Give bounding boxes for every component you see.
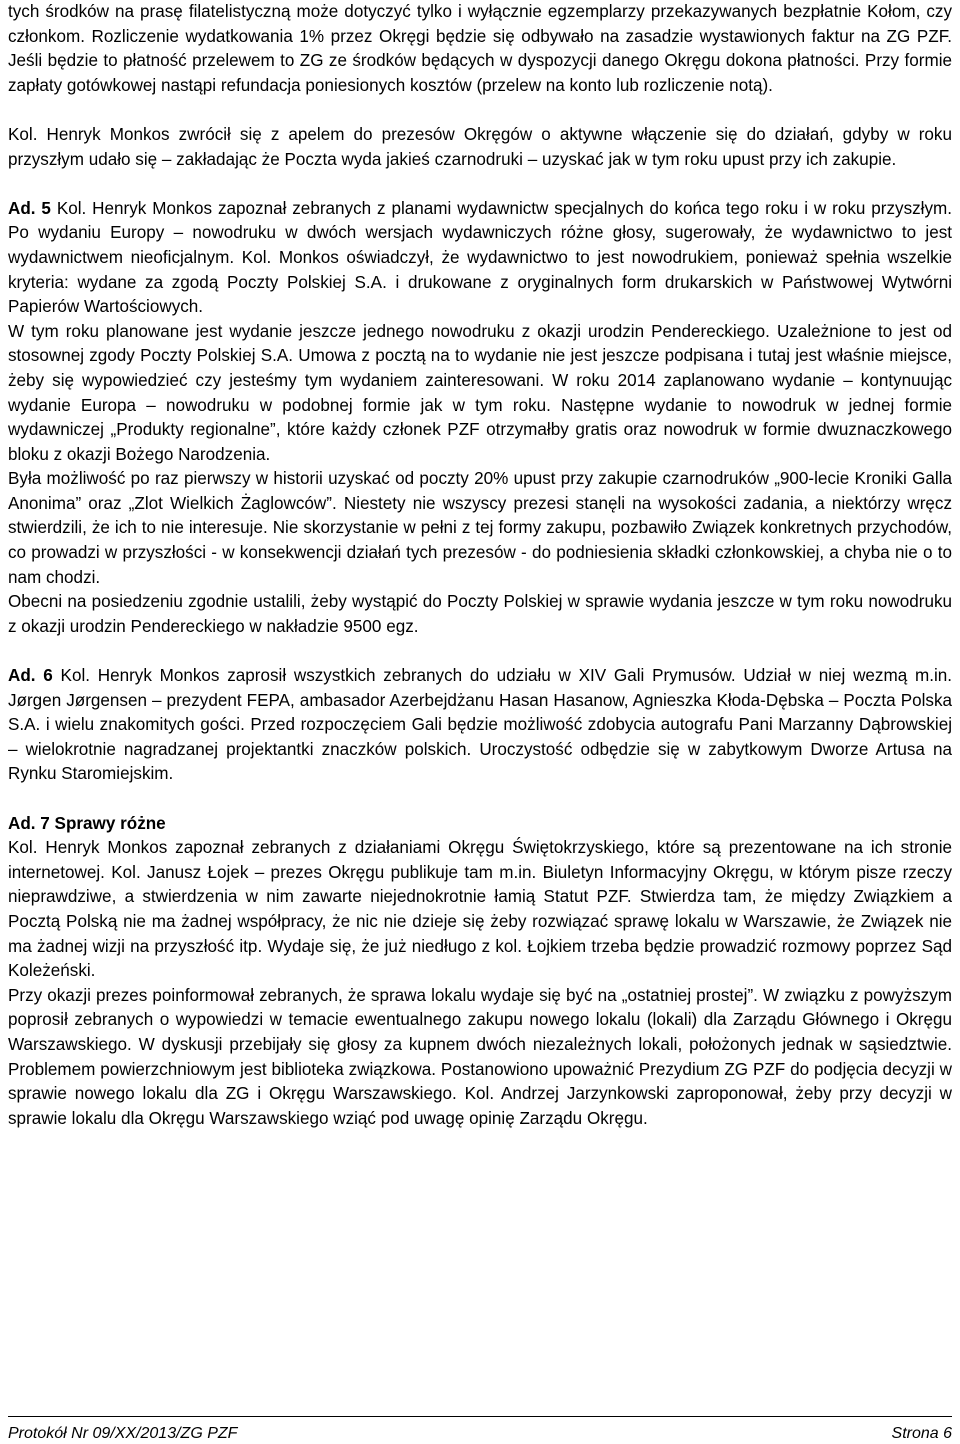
paragraph-premises: Przy okazji prezes poinformował zebranych, że sprawa lokalu wydaje się być na „ostatniej prostej”. W związku z powyższym poprosił zebranych o wypowiedzi w temacie ewentualnego zakupu nowego lokalu (lokali) dla Zarządu Głównego i Okręgu Warszawskiego. W dyskusji przebijały się głosy za kupnem dwóch niezależnych lokali, położonych jednak w sąsiedztwie. Problemem powierzchniowym jest biblioteka związkowa. Postanowiono upoważnić Prezydium ZG PZF do podjęcia decyzji w sprawie nowego lokalu dla ZG i Okręgu Warszawskiego. Kol. Andrzej Jarzynkowski zaproponował, żeby przy decyzji w sprawie lokalu dla Okręgu Warszawskiego wziąć pod uwagę opinię Zarządu Okręgu.: [8, 985, 952, 1128]
footer-page-number: Strona 6: [891, 1425, 952, 1442]
paragraph-swietokrzyski: Kol. Henryk Monkos zapoznał zebranych z działaniami Okręgu Świętokrzyskiego, które są prezentowane na ich stronie internetowej. Kol. Janusz Łojek – prezes Okręgu publikuje tam m.in. Biuletyn Informacyjny Okręgu, w którym pisze rzeczy nieprawdziwe, a stwierdzenia w nim zawarte niejednokrotnie łamią Statut PZF. Stwierdza tam, że między Związkiem a Pocztą Polską nie ma żadnej współpracy, że nic nie dzieje się żeby rozwiązać sprawę lokalu w Warszawie, że Związek nie ma żadnej wizji na przyszłość itp. Wydaje się, że już niedługo z kol. Łojkiem trzeba będzie prowadzić rozmowy poprzez Sąd Koleżeński.: [8, 838, 952, 981]
document-body: [8, 0, 952, 1131]
ad6-text: Kol. Henryk Monkos zaprosił wszystkich zebranych do udziału w XIV Gali Prymusów. Udział w niej wezmą m.in. Jørgen Jørgensen – prezydent FEPA, ambasador Azerbejdżanu Hasan Hasanow, Agnieszka Kłoda-Dębska – Poczta Polska S.A. i wielu znakomitych gości. Przed rozpoczęciem Gali będzie możliwość zdobycia autografu Pani Marzanny Dąbrowskiej – wielokrotnie nagradzanej projektantki znaczków polskich. Uroczystość odbędzie się w zabytkowym Dworze Artusa na Rynku Staromiejskim.: [8, 666, 953, 784]
ad7-heading: Ad. 7 Sprawy różne: [8, 813, 166, 833]
ad6-label: Ad. 6: [8, 666, 53, 686]
page-footer: [8, 1416, 952, 1443]
paragraph-penderecki-plans: W tym roku planowane jest wydanie jeszcze jednego nowodruku z okazji urodzin Pendereckiego. Uzależnione to jest od stosownej zgody Poczty Polskiej S.A. Umowa z pocztą na to wydanie nie jest jeszcze podpisana i tutaj jest właśnie miejsce, żeby się wypowiedzieć czy jesteśmy tym wydaniem zainteresowani. W roku 2014 zaplanowano wydanie – kontynuując wydanie Europa – nowodruku w podobnej formie jak w tym roku. Następne wydanie to nowodruk w jednej formie wydawniczej „Produkty regionalne”, które każdy członek PZF otrzymałby gratis oraz nowodruk w formie dwuznaczkowego bloku z okazji Bożego Narodzenia.: [8, 321, 952, 464]
paragraph-ad6: [8, 664, 952, 787]
footer-protocol-number: Protokół Nr 09/XX/2013/ZG PZF: [8, 1425, 238, 1442]
paragraph-discount: Była możliwość po raz pierwszy w historii uzyskać od poczty 20% upust przy zakupie czarnodruków „900-lecie Kroniki Galla Anonima” oraz „Zlot Wielkich Żaglowców”. Niestety nie wszyscy prezesi stanęli na wysokości zadania, a niektórzy wręcz stwierdzili, że ich to nie interesuje. Nie skorzystanie w pełni z tej formy zakupu, pozbawiło Związek konkretnych przychodów, co prowadzi w przyszłości - w konsekwencji działań tych prezesów - do podniesienia składki członkowskiej, a chyba nie o to nam chodzi.: [8, 469, 952, 587]
paragraph-decision: Obecni na posiedzeniu zgodnie ustalili, żeby wystąpić do Poczty Polskiej w sprawie wydania jeszcze w tym roku nowodruku z okazji urodzin Pendereckiego w nakładzie 9500 egz.: [8, 592, 952, 636]
paragraph-gap: [8, 639, 952, 664]
paragraph-appeal: Kol. Henryk Monkos zwrócił się z apelem do prezesów Okręgów o aktywne włączenie się do działań, gdyby w roku przyszłym udało się – zakładając że Poczta wyda jakieś czarnodruki – uzyskać jak w tym roku upust przy ich zakupie.: [8, 124, 952, 169]
paragraph-gap: [8, 172, 952, 197]
paragraph-ad5: [8, 197, 952, 320]
paragraph-press-funds: tych środków na prasę filatelistyczną może dotyczyć tylko i wyłącznie egzemplarzy przekazywanych bezpłatnie Kołom, czy członkom. Rozliczenie wydatkowania 1% przez Okręgi będzie się odbywało na zasadzie wystawionych faktur na ZG PZF. Jeśli będzie to płatność przelewem to ZG ze środków będących w dyspozycji danego Okręgu dokona płatności. Przy formie zapłaty gotówkowej nastąpi refundacja poniesionych kosztów (przelew na konto lub rozliczenie notą).: [8, 2, 952, 95]
paragraph-gap: [8, 98, 952, 123]
ad5-label: Ad. 5: [8, 198, 51, 218]
ad5-text: Kol. Henryk Monkos zapoznał zebranych z planami wydawnictw specjalnych do końca tego roku i w roku przyszłym. Po wydaniu Europy – nowodruku w dwóch wersjach wydawniczych różne głosy, sugerowały, że wydawnictwo to jest wydawnictwem nieoficjalnym. Kol. Monkos oświadczył, że wydawnictwo to jest nowodrukiem, ponieważ spełnia wszelkie kryteria: wydane za zgodą Poczty Polskiej S.A. i drukowane z oryginalnych form drukarskich w Państwowej Wytwórni Papierów Wartościowych.: [8, 198, 952, 317]
paragraph-gap: [8, 787, 952, 812]
